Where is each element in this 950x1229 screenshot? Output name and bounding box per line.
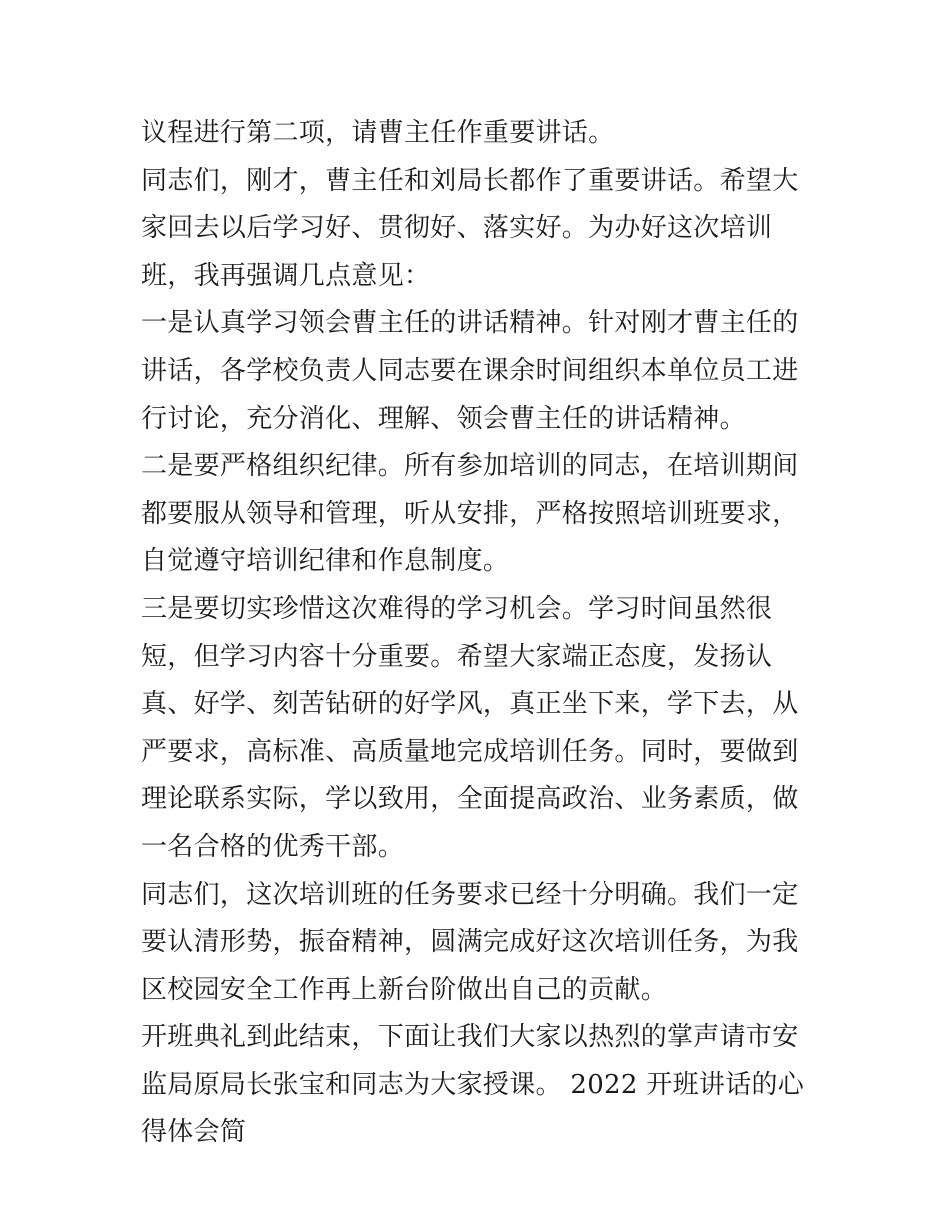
paragraph-point-two: 二是要严格组织纪律。所有参加培训的同志，在培训期间都要服从领导和管理，听从安排，严格按照培训班要求，自觉遵守培训纪律和作息制度。 bbox=[141, 451, 799, 577]
paragraph-closing: 开班典礼到此结束，下面让我们大家以热烈的掌声请市安监局原局长张宝和同志为大家授课。 2022 开班讲话的心得体会简 bbox=[141, 1022, 805, 1148]
paragraph-agenda: 议程进行第二项，请曹主任作重要讲话。 bbox=[141, 118, 615, 148]
document-body bbox=[141, 110, 816, 1157]
paragraph-intro: 同志们，刚才，曹主任和刘局长都作了重要讲话。希望大家回去以后学习好、贯彻好、落实好。为办好这次培训班，我再强调几点意见： bbox=[141, 165, 799, 291]
paragraph-point-three: 三是要切实珍惜这次难得的学习机会。学习时间虽然很短，但学习内容十分重要。希望大家端正态度，发扬认真、好学、刻苦钻研的好学风，真正坐下来，学下去，从严要求，高标准、高质量地完成培训任务。同时，要做到理论联系实际，学以致用，全面提高政治、业务素质，做一名合格的优秀干部。 bbox=[141, 593, 799, 862]
paragraph-summary: 同志们，这次培训班的任务要求已经十分明确。我们一定要认清形势，振奋精神，圆满完成好这次培训任务，为我区校园安全工作再上新台阶做出自己的贡献。 bbox=[141, 879, 799, 1005]
paragraph-point-one: 一是认真学习领会曹主任的讲话精神。针对刚才曹主任的讲话，各学校负责人同志要在课余时间组织本单位员工进行讨论，充分消化、理解、领会曹主任的讲话精神。 bbox=[141, 308, 799, 434]
